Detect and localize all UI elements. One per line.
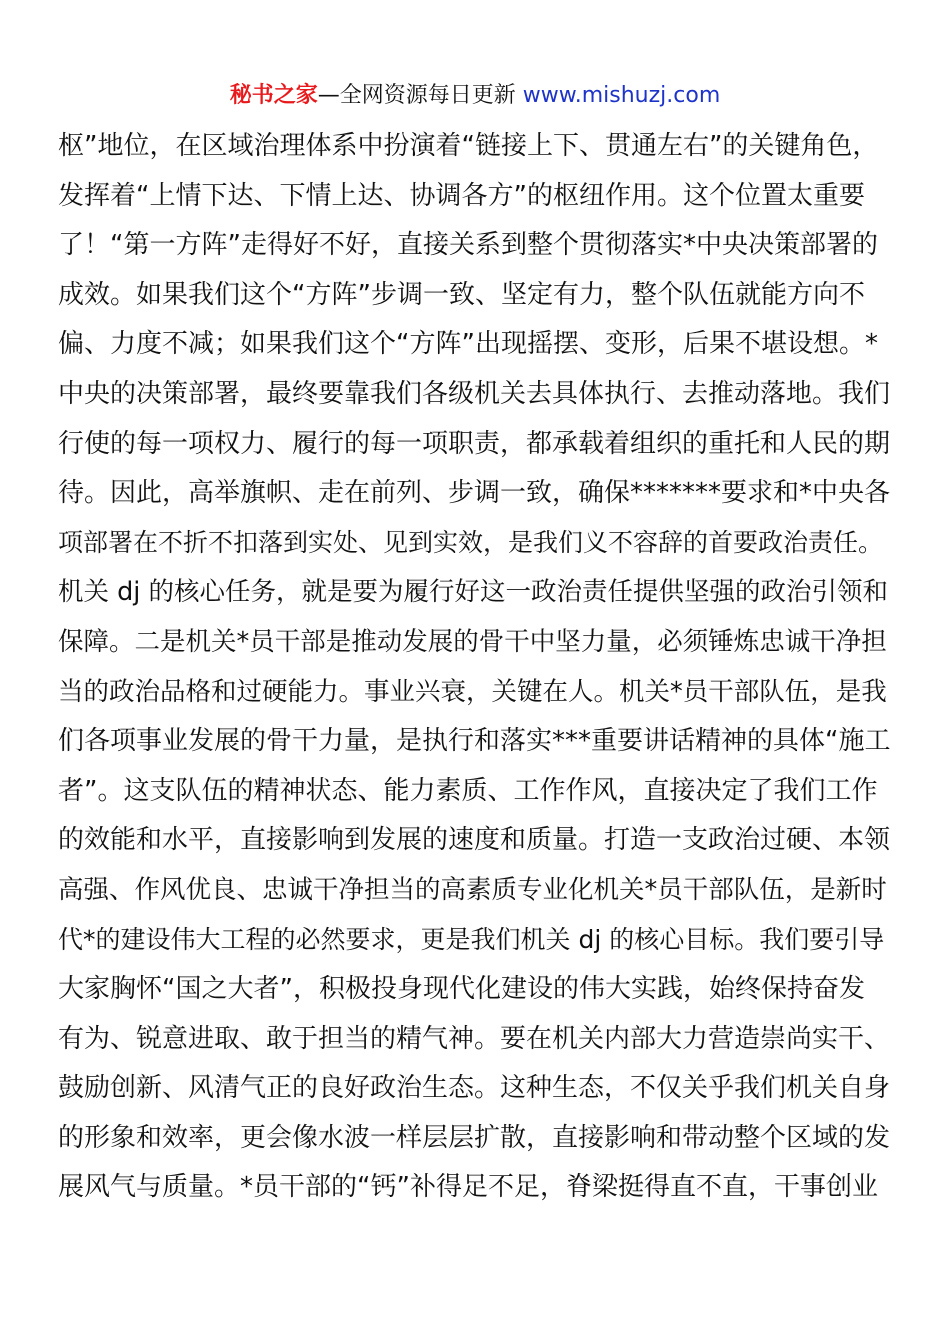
body-line-7: 行使的每一项权力、履行的每一项职责，都承载着组织的重托和人民的期 <box>58 428 891 459</box>
site-header <box>0 80 950 112</box>
body-line-8: 待。因此，高举旗帜、走在前列、步调一致，确保*******要求和*中央各 <box>58 478 891 509</box>
body-line-11: 保障。二是机关*员干部是推动发展的骨干中坚力量，必须锤炼忠诚干净担 <box>58 626 887 657</box>
body-line-6: 中央的决策部署，最终要靠我们各级机关去具体执行、去推动落地。我们 <box>58 378 891 409</box>
body-line-22: 展风气与质量。*员干部的“钙”补得足不足，脊梁挺得直不直，干事创业 <box>58 1172 878 1203</box>
document-body <box>58 126 898 1217</box>
site-url-link[interactable]: www.mishuzj.com <box>522 83 721 108</box>
body-line-15: 的效能和水平，直接影响到发展的速度和质量。打造一支政治过硬、本领 <box>58 825 891 856</box>
body-line-10: 机关 dj 的核心任务，就是要为履行好这一政治责任提供坚强的政治引领和 <box>58 577 888 608</box>
body-line-5: 偏、力度不减；如果我们这个“方阵”出现摇摆、变形，后果不堪设想。* <box>58 329 878 360</box>
body-line-17: 代*的建设伟大工程的必然要求，更是我们机关 dj 的核心目标。我们要引导 <box>58 924 885 954</box>
body-line-9: 项部署在不折不扣落到实处、见到实效，是我们义不容辞的首要政治责任。 <box>58 527 884 557</box>
body-line-4: 成效。如果我们这个“方阵”步调一致、坚定有力，整个队伍就能方向不 <box>58 279 865 310</box>
body-line-19: 有为、锐意进取、敢于担当的精气神。要在机关内部大力营造崇尚实干、 <box>58 1023 891 1054</box>
body-line-3: 了！“第一方阵”走得好不好，直接关系到整个贯彻落实*中央决策部署的 <box>58 230 878 261</box>
body-line-13: 们各项事业发展的骨干力量，是执行和落实***重要讲话精神的具体“施工 <box>58 726 891 757</box>
body-line-18: 大家胸怀“国之大者”，积极投身现代化建设的伟大实践，始终保持奋发 <box>58 974 865 1005</box>
body-line-20: 鼓励创新、风清气正的良好政治生态。这种生态，不仅关乎我们机关自身 <box>58 1073 891 1104</box>
site-tagline: —全网资源每日更新 <box>317 83 523 108</box>
body-line-21: 的形象和效率，更会像水波一样层层扩散，直接影响和带动整个区域的发 <box>58 1122 891 1153</box>
body-line-1: 枢”地位，在区域治理体系中扮演着“链接上下、贯通左右”的关键角色， <box>58 131 879 161</box>
body-line-14: 者”。这支队伍的精神状态、能力素质、工作作风，直接决定了我们工作 <box>58 775 878 806</box>
body-line-12: 当的政治品格和过硬能力。事业兴衰，关键在人。机关*员干部队伍，是我 <box>58 676 887 707</box>
body-line-2: 发挥着“上情下达、下情上达、协调各方”的枢纽作用。这个位置太重要 <box>58 180 865 211</box>
body-line-16: 高强、作风优良、忠诚干净担当的高素质专业化机关*员干部队伍，是新时 <box>58 874 887 905</box>
site-brand: 秘书之家 <box>229 83 318 108</box>
